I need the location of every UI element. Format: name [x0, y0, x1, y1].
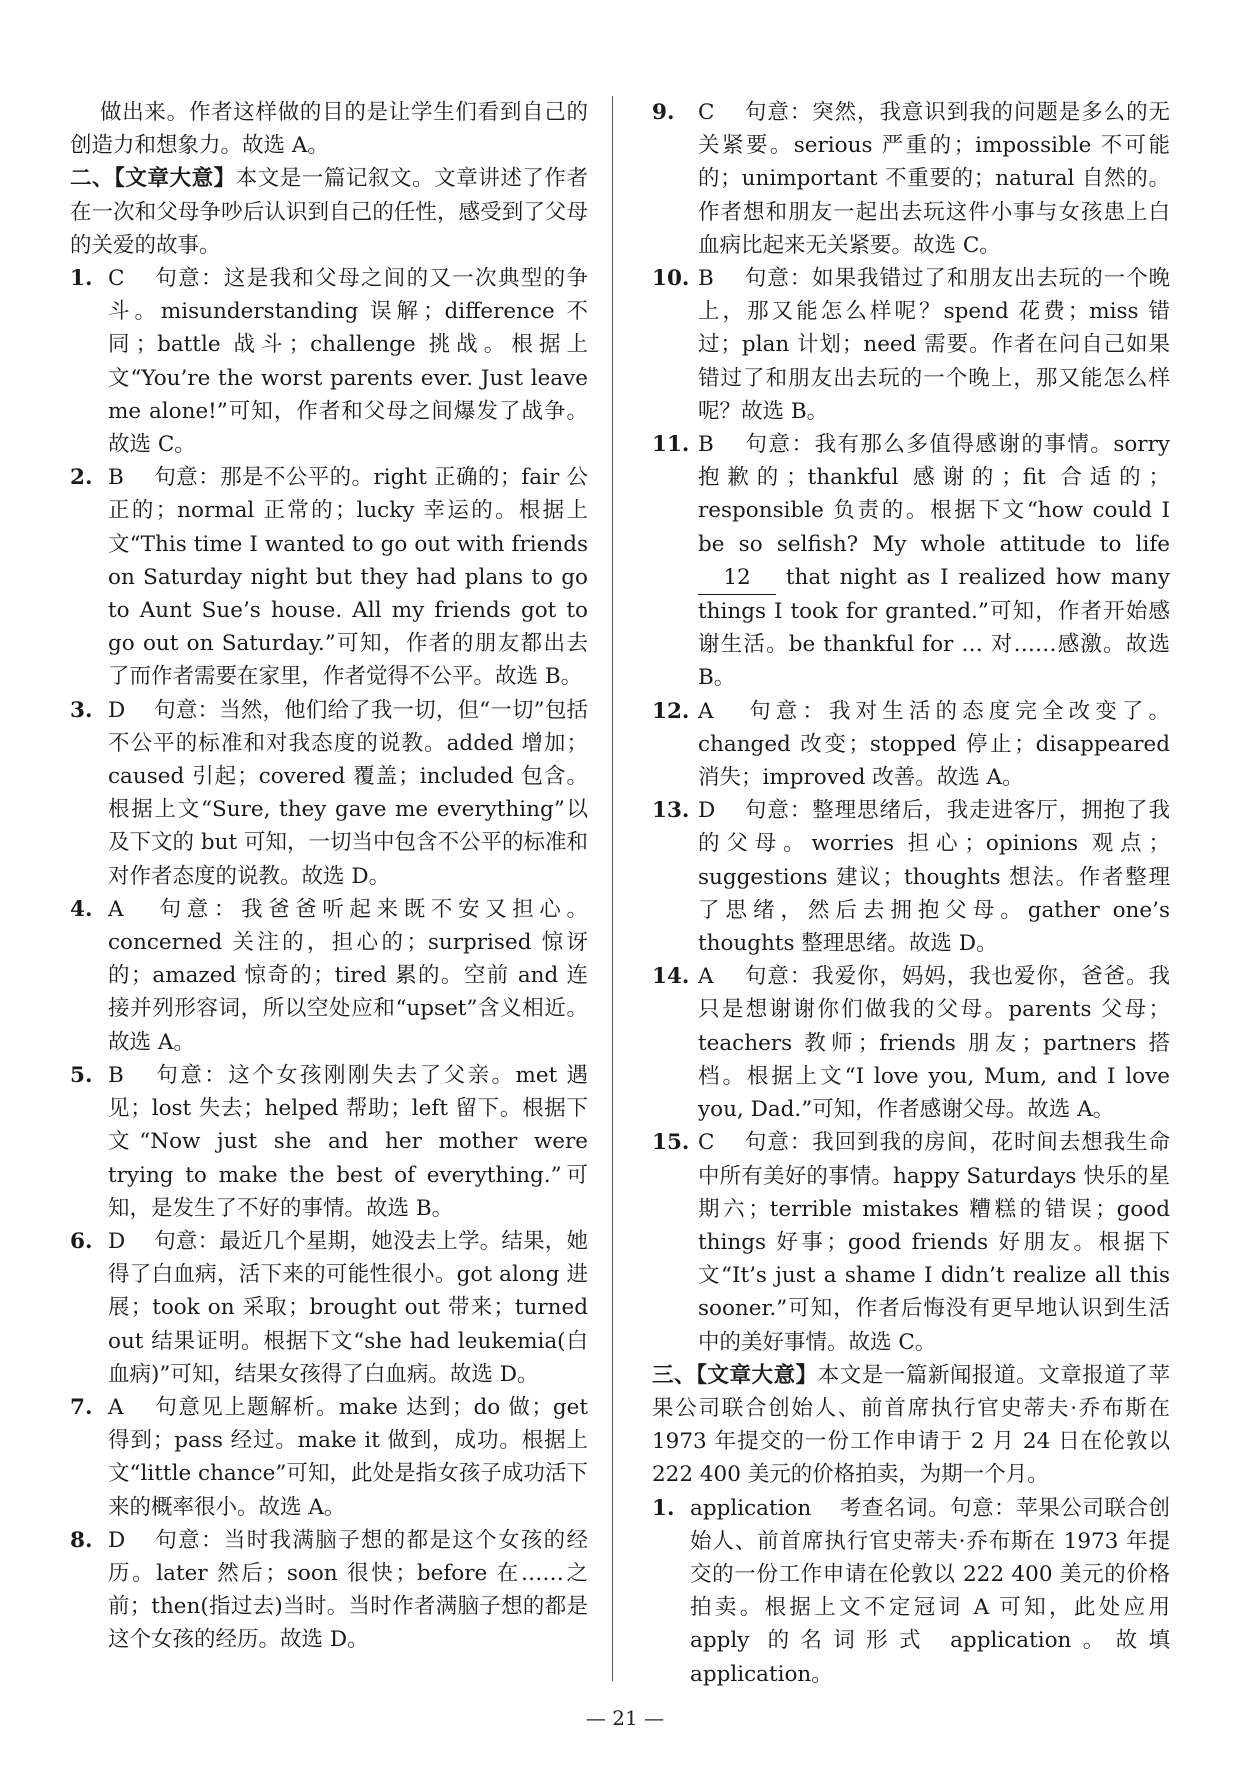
item-number: 6.: [70, 1228, 93, 1254]
explanation: 考查名词。句意：苹果公司联合创始人、前首席执行官史蒂夫·乔布斯在 1973 年提交的一份工作申请在伦敦以 222 400 美元的价格拍卖。根据上文不定冠词 A 可知，此处应用 apply 的名词形式 application。故填 application。: [690, 1495, 1170, 1687]
answer-item-6: [70, 1225, 588, 1391]
answer-choice: D: [698, 798, 716, 824]
answer-choice: A: [698, 698, 714, 724]
page-number: — 21 —: [585, 1706, 665, 1730]
answer-item-2: [70, 461, 588, 693]
explanation-part-b: that night as I realized how many things I took for granted.”可知，作者开始感谢生活。be thankful for … 对……感激。故选 B。: [698, 564, 1170, 691]
item-number: 15.: [652, 1130, 690, 1156]
explanation: 句意：突然，我意识到我的问题是多么的无关紧要。serious 严重的；impossible 不可能的；unimportant 不重要的；natural 自然的。作者想和朋友一起出去玩这件小事与女孩患上白血病比起来无关紧要。故选 C。: [698, 100, 1170, 258]
left-column: [70, 96, 588, 1657]
answer-choice: C: [698, 1130, 715, 1156]
answer-choice: D: [108, 1527, 126, 1553]
item-number: 8.: [70, 1527, 93, 1553]
item-number: 4.: [70, 896, 93, 922]
answer-choice: C: [108, 266, 125, 292]
explanation-part-a: 句意：我有那么多值得感谢的事情。sorry 抱歉的；thankful 感谢的；fit 合适的；responsible 负责的。根据下文“how could I be so selfish? My whole attitude to life: [698, 432, 1170, 557]
item-number: 7.: [70, 1394, 93, 1420]
column-divider: [612, 96, 613, 1681]
item-number: 1.: [652, 1495, 675, 1521]
answer-item-s3-1: [652, 1492, 1170, 1691]
answer-item-13: [652, 794, 1170, 960]
explanation: 句意：这个女孩刚刚失去了父亲。met 遇见；lost 失去；helped 帮助；left 留下。根据下文“Now just she and her mother were trying to make the best of everything.”可知，是发生了不好的事情。故选 B。: [108, 1062, 588, 1221]
item-number: 14.: [652, 964, 690, 990]
answer-item-10: [652, 262, 1170, 428]
explanation: 句意：我爸爸听起来既不安又担心。concerned 关注的，担心的；surprised 惊讶的；amazed 惊奇的；tired 累的。空前 and 连接并列形容词，所以空处应和“upset”含义相近。故选 A。: [108, 896, 588, 1055]
section-3-summary: [652, 1359, 1170, 1492]
item-number: 11.: [652, 432, 690, 458]
item-number: 13.: [652, 798, 690, 824]
answer-item-7: [70, 1391, 588, 1524]
answer-choice: B: [698, 266, 714, 292]
answer-item-8: [70, 1524, 588, 1657]
answer-choice: B: [108, 465, 124, 491]
answer-item-3: [70, 694, 588, 893]
answer-item-14: [652, 960, 1170, 1126]
blank-number: 12: [698, 561, 776, 595]
answer-item-15: [652, 1126, 1170, 1358]
explanation: 句意：我回到我的房间，花时间去想我生命中所有美好的事情。happy Saturdays 快乐的星期六；terrible mistakes 糟糕的错误；good things 好事；good friends 好朋友。根据下文“It’s just a shame I didn’t realize all this sooner.”可知，作者后悔没有更早地认识到生活中的美好事情。故选 C。: [698, 1130, 1170, 1355]
explanation: 句意：整理思绪后，我走进客厅，拥抱了我的父母。worries 担心；opinions 观点；suggestions 建议；thoughts 想法。作者整理了思绪，然后去拥抱父母。gather one’s thoughts 整理思绪。故选 D。: [698, 798, 1170, 957]
answer-word: application: [690, 1495, 812, 1521]
answer-item-1: [70, 262, 588, 461]
section-2-heading: 二、【文章大意】: [70, 166, 236, 192]
answer-choice: A: [698, 964, 714, 990]
answer-item-4: [70, 893, 588, 1059]
explanation: 句意：我爱你，妈妈，我也爱你，爸爸。我只是想谢谢你们做我的父母。parents 父母；teachers 教师；friends 朋友；partners 搭档。根据上文“I love you, Mum, and I love you, Dad.”可知，作者感谢父母。故选 A。: [698, 964, 1170, 1123]
previous-answer-continuation: 做出来。作者这样做的目的是让学生们看到自己的创造力和想象力。故选 A。: [70, 100, 588, 159]
answer-choice: A: [108, 896, 124, 922]
item-number: 5.: [70, 1062, 93, 1088]
answer-item-12: [652, 695, 1170, 795]
explanation: 句意见上题解析。make 达到；do 做；get 得到；pass 经过。make it 做到，成功。根据上文“little chance”可知，此处是指女孩子成功活下来的概率很小。故选 A。: [108, 1394, 588, 1520]
answer-choice: B: [108, 1062, 124, 1088]
explanation: 句意：那是不公平的。right 正确的；fair 公正的；normal 正常的；lucky 幸运的。根据上文“This time I wanted to go out with friends on Saturday night but they had plans to go to Aunt Sue’s house. All my friends got to go out on Saturday.”可知，作者的朋友都出去了而作者需要在家里，作者觉得不公平。故选 B。: [108, 465, 588, 690]
explanation: 句意：最近几个星期，她没去上学。结果，她得了白血病，活下来的可能性很小。got along 进展；took on 采取；brought out 带来；turned out 结果证明。根据下文“she had leukemia(白血病)”可知，结果女孩得了白血病。故选 D。: [108, 1228, 588, 1387]
section-2-summary: [70, 162, 588, 262]
answer-item-9: [652, 96, 1170, 262]
answer-choice: D: [108, 697, 126, 723]
answer-choice: A: [108, 1394, 124, 1420]
answer-choice: D: [108, 1228, 126, 1254]
section-3-summary-text: 本文是一篇新闻报道。文章报道了苹果公司联合创始人、前首席执行官史蒂夫·乔布斯在 1973 年提交的一份工作申请于 2 月 24 日在伦敦以 222 400 美元的价格拍卖，为期一个月。: [652, 1362, 1170, 1488]
explanation: 句意：如果我错过了和朋友出去玩的一个晚上，那又能怎么样呢？spend 花费；miss 错过；plan 计划；need 需要。作者在问自己如果错过了和朋友出去玩的一个晚上，那又能怎么样呢？故选 B。: [698, 266, 1170, 424]
explanation: 句意：当时我满脑子想的都是这个女孩的经历。later 然后；soon 很快；before 在……之前；then(指过去)当时。当时作者满脑子想的都是这个女孩的经历。故选 D。: [108, 1527, 588, 1653]
item-number: 10.: [652, 266, 690, 292]
item-number: 9.: [652, 100, 675, 125]
item-number: 1.: [70, 266, 93, 292]
answer-choice: B: [698, 432, 714, 458]
item-number: 12.: [652, 698, 690, 724]
explanation: 句意：我对生活的态度完全改变了。changed 改变；stopped 停止；disappeared 消失；improved 改善。故选 A。: [698, 698, 1170, 791]
explanation: 句意：当然，他们给了我一切，但“一切”包括不公平的标准和对我态度的说教。added 增加；caused 引起；covered 覆盖；included 包含。根据上文“Sure, they gave me everything”以及下文的 but 可知，一切当中包含不公平的标准和对作者态度的说教。故选 D。: [108, 697, 588, 889]
section-2-summary-text: 本文是一篇记叙文。文章讲述了作者在一次和父母争吵后认识到自己的任性，感受到了父母的关爱的故事。: [70, 166, 588, 258]
answer-choice: C: [698, 100, 715, 125]
answer-item-11: [652, 428, 1170, 695]
item-number: 3.: [70, 697, 93, 723]
answer-item-5: [70, 1059, 588, 1225]
explanation: 句意：这是我和父母之间的又一次典型的争斗。misunderstanding 误解；difference 不同；battle 战斗；challenge 挑战。根据上文“You’re the worst parents ever. Just leave me alone!”可知，作者和父母之间爆发了战争。故选 C。: [108, 266, 588, 458]
section-3-heading: 三、【文章大意】: [652, 1362, 818, 1388]
item-number: 2.: [70, 465, 93, 491]
right-column: [652, 96, 1170, 1691]
